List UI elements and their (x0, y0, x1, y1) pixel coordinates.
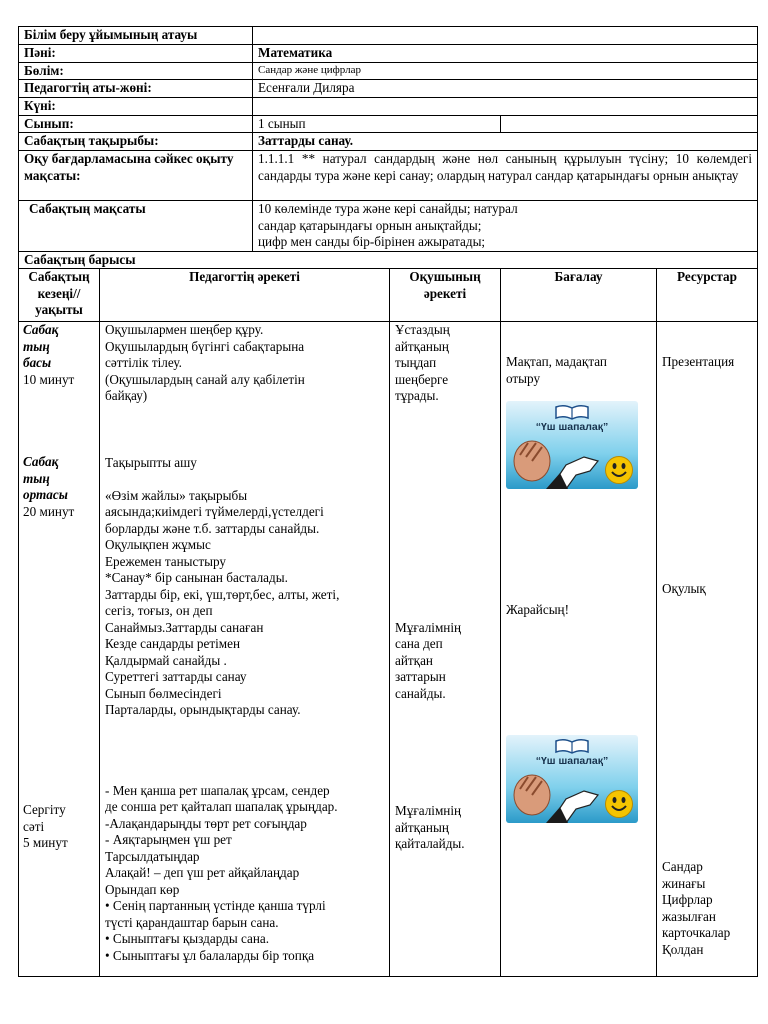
student-block-3 (395, 803, 495, 853)
subject-row (19, 44, 758, 62)
teacher-line: Заттарды бір, екі, үш,төрт,бес, алты, жеті, (105, 586, 340, 602)
clap-game-banner-top (506, 401, 638, 489)
teacher-line: (Оқушылардың санай алу қабілетін (105, 371, 305, 387)
teacher-line: - Мен қанша рет шапалақ ұрсам, сендер (105, 782, 330, 798)
clapping-hands-icon (510, 769, 604, 823)
assessment-cell (501, 322, 657, 977)
resource-presentation: Презентация (662, 354, 735, 369)
clap-game-banner-bottom (506, 735, 638, 823)
assessment-praise: Мақтап, мадақтап (506, 354, 607, 369)
student-line: тұрады. (395, 388, 439, 403)
teacher-line: Оқулықпен жұмыс (105, 537, 211, 552)
col-assessment-header: Бағалау (501, 269, 657, 322)
section-value: Сандар және цифрлар (253, 62, 758, 80)
teacher-line: • Сыныптағы қыздарды сана. (105, 931, 270, 946)
student-line: Мұғалімнің (395, 803, 462, 818)
topic-label: Сабақтың тақырыбы: (19, 133, 253, 151)
progress-title: Сабақтың барысы (19, 251, 758, 269)
subject-label: Пәні: (19, 44, 253, 62)
org-row (19, 27, 758, 45)
col-student-header: Оқушының әрекеті (390, 269, 501, 322)
smiley-icon (604, 455, 634, 485)
class-empty-cell (501, 115, 758, 133)
col-stage-header: Сабақтың кезеңі// уақыты (19, 269, 100, 322)
objectives-row (19, 151, 758, 201)
teacher-block-2 (105, 455, 384, 719)
banner-title: “Үш шапалақ” (535, 421, 609, 433)
teacher-line: Қалдырмай санайды . (105, 652, 227, 668)
goal-line: цифр мен санды бір-бірінен ажыратады; (258, 234, 486, 249)
teacher-line: Тарсылдатыңдар (105, 848, 200, 864)
teacher-line: Санаймыз.Заттарды санаған (105, 619, 264, 635)
topic-row (19, 133, 758, 151)
student-block-1 (395, 322, 495, 405)
stage-2-title: ортасы (23, 487, 68, 502)
column-header-row (19, 269, 758, 322)
progress-title-row (19, 251, 758, 269)
org-label: Білім беру ұйымының атауы (19, 27, 253, 45)
student-line: санайды. (395, 685, 446, 701)
teacher-block-1 (105, 322, 384, 405)
assessment-praise: отыру (506, 370, 541, 386)
teacher-line: Тақырыпты ашу (105, 454, 197, 470)
goal-label: Сабақтың мақсаты (19, 201, 253, 252)
student-action-cell (390, 322, 501, 977)
student-line: қайталайды. (395, 836, 465, 851)
teacher-line: Суреттегі заттарды санау (105, 669, 247, 684)
date-value (253, 98, 758, 116)
teacher-line: Ережемен таныстыру (105, 553, 227, 569)
teacher-line: Оқушылардың бүгінгі сабақтарына (105, 338, 305, 354)
resource-item: Сандар (662, 859, 703, 874)
lesson-body-row (19, 322, 758, 977)
teacher-line: Алақай! – деп үш рет айқайлаңдар (105, 865, 300, 880)
date-label: Күні: (19, 98, 253, 116)
stage-3-title: сәті (23, 818, 45, 834)
teacher-line: Оқушылармен шеңбер құру. (105, 322, 264, 337)
clapping-hands-icon (510, 435, 604, 489)
teacher-line: «Өзім жайлы» тақырыбы (105, 487, 248, 503)
teacher-line: *Санау* бір санынан басталады. (105, 570, 288, 585)
banner-title: “Үш шапалақ” (535, 754, 609, 767)
student-line: Ұстаздың (395, 322, 450, 337)
stage-cell (19, 322, 100, 977)
class-row (19, 115, 758, 133)
teacher-line: аясында;киімдегі түймелерді,үстелдегі (105, 504, 324, 519)
student-block-2 (395, 620, 495, 703)
teacher-line: сегіз, тоғыз, он деп (105, 603, 213, 618)
stage-3-title: Сергіту (23, 802, 66, 817)
teacher-line: • Сенің партанның үстінде қанша түрлі (105, 898, 326, 913)
teacher-line: де сонша рет қайталап шапалақ ұрыңдар. (105, 799, 338, 814)
stage-1-title: тың (23, 338, 50, 354)
resource-item: жинағы (662, 875, 706, 891)
student-line: Мұғалімнің (395, 619, 462, 635)
resource-item: Қолдан (662, 941, 704, 957)
resource-item: Цифрлар (662, 892, 713, 907)
stage-3-time: 5 минут (23, 835, 68, 850)
class-label: Сынып: (19, 115, 253, 133)
stage-1-title: басы (23, 355, 52, 370)
teacher-line: Орындап көр (105, 881, 180, 897)
stage-1-title: Сабақ (23, 322, 59, 337)
resource-item: жазылған (662, 908, 716, 924)
class-value: 1 сынып (253, 115, 501, 133)
teacher-line: Парталарды, орындықтарды санау. (105, 702, 301, 717)
teacher-label: Педагогтің аты-жөні: (19, 80, 253, 98)
student-line: тыңдап (395, 355, 437, 370)
teacher-line: түсті қарандаштар барын сана. (105, 914, 279, 930)
teacher-block-3 (105, 783, 384, 965)
teacher-line: Сынып бөлмесіндегі (105, 685, 222, 701)
assessment-well-done: Жарайсың! (506, 602, 570, 617)
teacher-line: сәттілік тілеу. (105, 355, 182, 370)
stage-2-title: тың (23, 470, 50, 486)
teacher-line: -Алақандарыңды төрт рет соғыңдар (105, 815, 307, 831)
teacher-line: - Аяқтарыңмен үш рет (105, 832, 232, 847)
student-line: заттарын (395, 669, 446, 684)
teacher-line (105, 471, 384, 488)
resource-textbook: Оқулық (662, 580, 706, 596)
goal-row (19, 201, 758, 252)
section-label: Бөлім: (19, 62, 253, 80)
smiley-icon (604, 789, 634, 819)
teacher-line: борларды және т.б. заттарды санайды. (105, 520, 320, 536)
topic-value: Заттарды санау. (253, 133, 758, 151)
teacher-line: байқау) (105, 388, 148, 403)
teacher-line: Кезде сандарды ретімен (105, 636, 241, 651)
org-value (253, 27, 758, 45)
teacher-value: Есенғали Диляра (253, 80, 758, 98)
teacher-action-cell (100, 322, 390, 977)
goal-value (253, 201, 758, 252)
objectives-value: 1.1.1.1 ** натурал сандардың және нөл санының құрылуын түсіну; 10 көлемдегі сандарды тура және кері санау; олардың натурал сандар қатарындағы орнын анықтау (253, 151, 758, 201)
stage-2-time: 20 минут (23, 503, 75, 519)
section-row (19, 62, 758, 80)
book-icon (554, 738, 590, 754)
objectives-label: Оқу бағдарламасына сәйкес оқыту мақсаты: (19, 151, 253, 201)
teacher-line: • Сыныптағы ұл балаларды бір топқа (105, 947, 315, 963)
stage-2-title: Сабақ (23, 454, 59, 469)
date-row (19, 98, 758, 116)
teacher-row (19, 80, 758, 98)
goal-line: 10 көлемінде тура және кері санайды; натурал (258, 201, 518, 216)
lesson-plan-page (18, 26, 757, 977)
student-line: айтқаның (395, 338, 449, 354)
student-line: айтқан (395, 652, 433, 668)
resources-cell (657, 322, 758, 977)
resource-item: карточкалар (662, 925, 731, 940)
subject-value: Математика (253, 44, 758, 62)
stage-1-time: 10 минут (23, 371, 75, 387)
goal-line: сандар қатарындағы орнын анықтайды; (258, 217, 482, 233)
student-line: сана деп (395, 636, 443, 651)
student-line: айтқаның (395, 819, 449, 835)
col-teacher-header: Педагогтің әрекеті (100, 269, 390, 322)
book-icon (554, 404, 590, 420)
lesson-plan-table (18, 26, 758, 977)
student-line: шеңберге (395, 371, 449, 387)
col-resources-header: Ресурстар (657, 269, 758, 322)
